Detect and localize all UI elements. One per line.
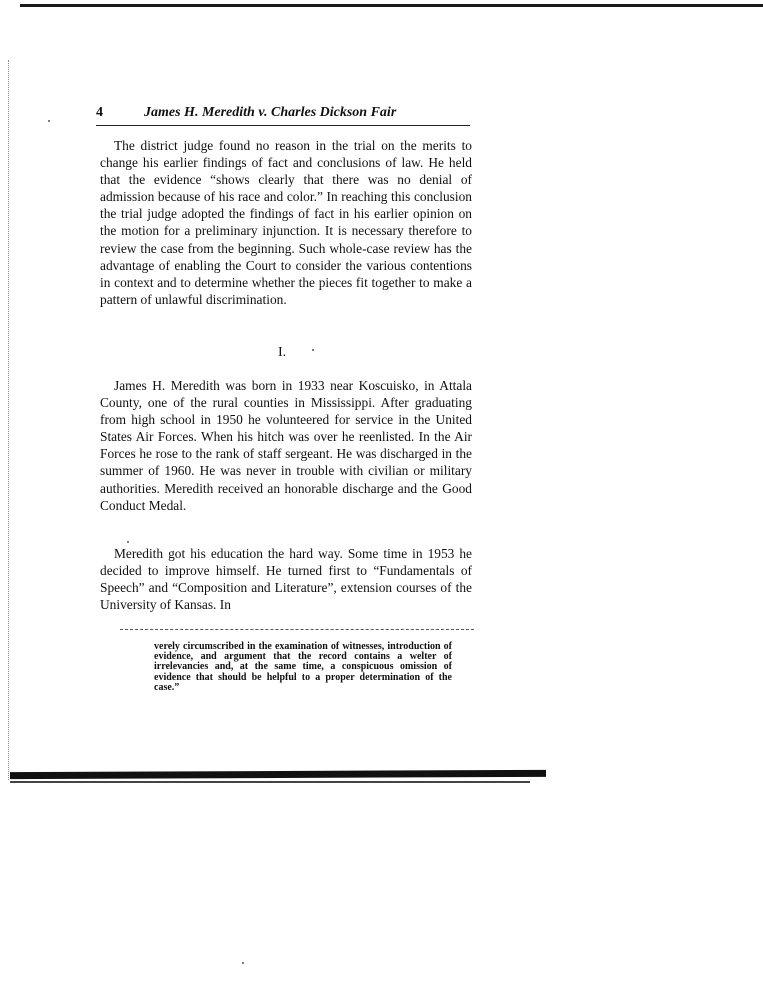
section-heading: I.: [278, 345, 287, 360]
scan-bottom-shadow: [10, 781, 530, 783]
scan-left-edge: [8, 60, 10, 780]
body-paragraph-1: The district judge found no reason in the trial on the merits to change his earlier findings of fact and conclusions of law. He held that the evidence “shows clearly that there was no denial of admission because of his race and color.” In reaching this conclusion the trial judge adopted the findings of fact in his earlier opinion on the motion for a preliminary injunction. It is necessary therefore to review the case from the beginning. Such whole-case review has the advantage of enabling the Court to consider the various contentions in context and to determine whether the pieces fit together to make a pattern of unlawful discrimination.: [100, 138, 472, 307]
scan-speck: [312, 349, 314, 351]
scan-bottom-edge: [10, 770, 546, 779]
footnote-text: verely circumscribed in the examination of witnesses, introduction of evidence, and argument that the record contains a welter of irrelevancies and, at the same time, a conspicuous omission of evidence that should be helpful to a proper determination of the case.”: [154, 641, 452, 693]
running-title: James H. Meredith v. Charles Dickson Fair: [144, 105, 397, 120]
scan-speck: [242, 962, 244, 964]
page-number: 4: [96, 105, 103, 120]
page-header: [96, 105, 470, 126]
body-paragraph-2: James H. Meredith was born in 1933 near Koscuisko, in Attala County, one of the rural counties in Mississippi. After graduating from high school in 1950 he volunteered for service in the United States Air Forces. When his hitch was over he reenlisted. In the Air Forces he rose to the rank of staff sergeant. He was discharged in the summer of 1960. He was never in trouble with civilian or military authorities. Meredith received an honorable discharge and the Good Conduct Medal.: [100, 378, 472, 513]
footnote-divider: [120, 629, 474, 630]
body-paragraph-3: Meredith got his education the hard way. Some time in 1953 he decided to improve himself. He turned first to “Fundamentals of Speech” and “Composition and Literature”, extension courses of the University of Kansas. In: [100, 546, 472, 613]
scan-speck: [127, 541, 129, 543]
scan-speck: [48, 120, 50, 122]
scan-top-edge: [20, 4, 763, 7]
